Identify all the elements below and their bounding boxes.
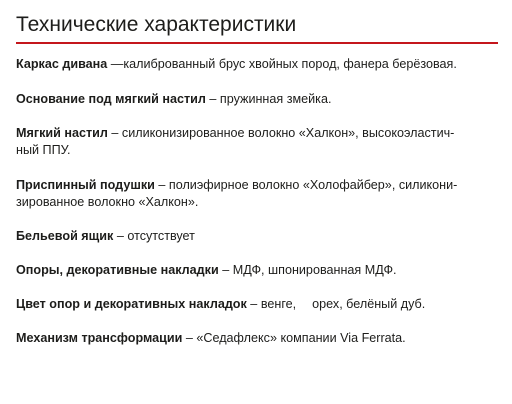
spec-value-base: – пружинная змейка.: [205, 92, 332, 106]
spec-value-supports: – МДФ, шпонированная МДФ.: [218, 263, 397, 277]
page-title: Технические характеристики: [16, 13, 297, 36]
title-underline: [16, 42, 498, 44]
spec-value-soft-cover: – силиконизированное волокно «Халкон», высокоэластич-: [107, 126, 455, 140]
spec-frame: [16, 56, 500, 73]
spec-value-colors-rest: орех, белёный дуб.: [312, 297, 426, 311]
spec-value-back-cushions: – полиэфирное волокно «Холофайбер», силикони-: [154, 178, 458, 192]
spec-label-back-cushions: Приспинный подушки: [16, 178, 155, 192]
spec-label-base: Основание под мягкий настил: [16, 92, 206, 106]
spec-soft-cover: [16, 125, 500, 159]
spec-label-frame: Каркас дивана: [16, 57, 108, 71]
spec-label-colors: Цвет опор и декоративных накладок: [16, 297, 247, 311]
spec-label-mechanism: Механизм трансформации: [16, 331, 183, 345]
spec-label-supports: Опоры, декоративные накладки: [16, 263, 219, 277]
spec-value-frame: —калиброванный брус хвойных пород, фанера берёзовая.: [107, 57, 457, 71]
spec-supports: [16, 262, 500, 279]
spec-value-soft-cover-cont: ный ППУ.: [16, 143, 71, 157]
spec-storage: [16, 228, 500, 245]
spec-base: [16, 91, 500, 108]
spec-back-cushions: [16, 177, 500, 211]
spec-value-mechanism: – «Седафлекс» компании Via Ferrata.: [182, 331, 406, 345]
spec-colors: [16, 296, 500, 313]
spec-label-soft-cover: Мягкий настил: [16, 126, 108, 140]
spec-value-storage: – отсутствует: [113, 229, 195, 243]
spec-value-back-cushions-cont: зированное волокно «Халкон».: [16, 195, 199, 209]
spec-mechanism: [16, 330, 500, 347]
spec-label-storage: Бельевой ящик: [16, 229, 114, 243]
spec-value-colors: – венге,: [246, 297, 297, 311]
